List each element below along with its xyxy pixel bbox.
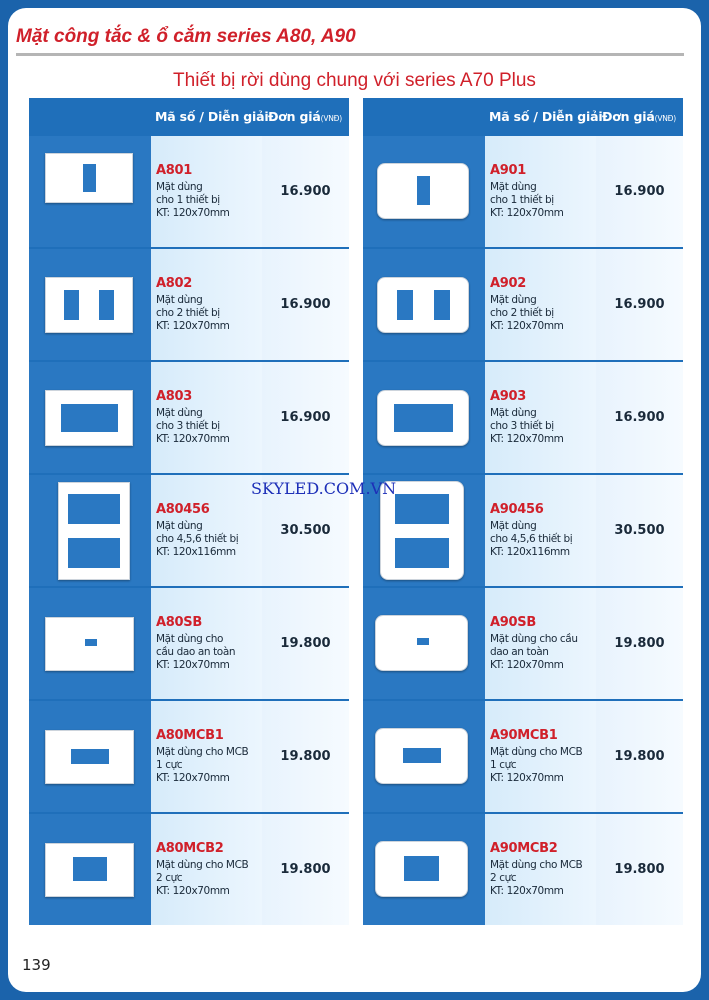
product-desc-line: cho 2 thiết bị: [490, 307, 554, 319]
product-size: KT: 120x70mm: [490, 320, 564, 332]
column-header-code: Mã số / Diễn giải: [155, 109, 269, 124]
product-image-a902: [363, 249, 485, 360]
product-image-a80mcb1: [29, 701, 151, 812]
product-image-a80456: [29, 475, 151, 586]
product-size: KT: 120x70mm: [490, 433, 564, 445]
product-description: [151, 136, 262, 247]
product-size: KT: 120x70mm: [490, 207, 564, 219]
product-price: 16.900: [614, 297, 665, 312]
product-image-a901: [363, 136, 485, 247]
product-desc-line: Mặt dùng: [156, 520, 203, 532]
product-size: KT: 120x70mm: [490, 659, 564, 671]
product-desc-line: Mặt dùng: [490, 520, 537, 532]
product-price: 19.800: [614, 749, 665, 764]
product-price: 16.900: [614, 410, 665, 425]
product-image-a90mcb1: [363, 701, 485, 812]
product-size: KT: 120x70mm: [156, 320, 230, 332]
product-description: [485, 362, 596, 473]
product-price: 19.800: [614, 636, 665, 651]
price-cell: [596, 362, 683, 473]
product-desc-line: cho 1 thiết bị: [490, 194, 554, 206]
product-table-a80: [29, 98, 349, 924]
watermark-text: SKYLED.COM.VN: [251, 479, 397, 498]
product-image-a80mcb2: [29, 814, 151, 925]
product-price: 16.900: [614, 184, 665, 199]
product-code: A802: [156, 276, 192, 291]
product-size: KT: 120x70mm: [156, 433, 230, 445]
product-price: 19.800: [614, 862, 665, 877]
product-desc-line: cho 4,5,6 thiết bị: [490, 533, 573, 545]
product-desc-line: Mặt dùng: [156, 407, 203, 419]
product-image-a903: [363, 362, 485, 473]
price-cell: [596, 136, 683, 247]
table-header: [363, 98, 683, 136]
price-cell: [262, 362, 349, 473]
product-code: A90MCB1: [490, 728, 558, 743]
table-row: [363, 136, 683, 247]
product-price: 16.900: [280, 184, 331, 199]
product-size: KT: 120x70mm: [156, 207, 230, 219]
table-row: [29, 249, 349, 360]
product-code: A803: [156, 389, 192, 404]
product-desc-line: cho 4,5,6 thiết bị: [156, 533, 239, 545]
product-description: [151, 701, 262, 812]
product-code: A903: [490, 389, 526, 404]
page-subtitle: Thiết bị rời dùng chung với series A70 Plus: [173, 70, 536, 91]
product-desc-line: Mặt dùng cho MCB: [490, 859, 583, 871]
product-price: 16.900: [280, 297, 331, 312]
product-size: KT: 120x70mm: [490, 772, 564, 784]
product-desc-line: Mặt dùng cho: [156, 633, 223, 645]
product-image-a801: [29, 136, 151, 247]
product-desc-line: dao an toàn: [490, 646, 549, 658]
product-price: 19.800: [280, 749, 331, 764]
product-description: [485, 249, 596, 360]
product-image-a90sb: [363, 588, 485, 699]
product-code: A80MCB1: [156, 728, 224, 743]
product-code: A80456: [156, 502, 210, 517]
price-cell: [596, 701, 683, 812]
product-description: [151, 814, 262, 925]
product-size: KT: 120x116mm: [490, 546, 570, 558]
product-description: [485, 475, 596, 586]
price-cell: [596, 814, 683, 925]
table-row: [363, 814, 683, 925]
table-row: [363, 701, 683, 812]
product-desc-line: cho 2 thiết bị: [156, 307, 220, 319]
table-row: [29, 701, 349, 812]
price-cell: [596, 588, 683, 699]
table-header: [29, 98, 349, 136]
product-code: A90SB: [490, 615, 536, 630]
product-size: KT: 120x70mm: [156, 659, 230, 671]
price-cell: [262, 588, 349, 699]
product-size: KT: 120x70mm: [156, 772, 230, 784]
product-size: KT: 120x116mm: [156, 546, 236, 558]
table-row: [363, 249, 683, 360]
product-code: A902: [490, 276, 526, 291]
product-code: A90MCB2: [490, 841, 558, 856]
product-description: [485, 588, 596, 699]
product-size: KT: 120x70mm: [156, 885, 230, 897]
column-header-price: Đơn giá(VNĐ): [602, 109, 676, 124]
page-title: Mặt công tắc & ổ cắm series A80, A90: [16, 26, 356, 47]
page-number: 139: [22, 956, 51, 974]
product-desc-line: Mặt dùng: [156, 294, 203, 306]
title-divider: [16, 53, 684, 56]
product-image-a90mcb2: [363, 814, 485, 925]
table-row: [363, 475, 683, 586]
table-row: [29, 588, 349, 699]
product-price: 16.900: [280, 410, 331, 425]
product-price: 30.500: [614, 523, 665, 538]
product-image-a802: [29, 249, 151, 360]
product-desc-line: Mặt dùng cho MCB: [490, 746, 583, 758]
column-header-price: Đơn giá(VNĐ): [268, 109, 342, 124]
product-desc-line: Mặt dùng: [490, 294, 537, 306]
product-description: [485, 701, 596, 812]
product-image-a80sb: [29, 588, 151, 699]
price-cell: [262, 701, 349, 812]
product-desc-line: Mặt dùng: [490, 407, 537, 419]
product-desc-line: Mặt dùng cho MCB: [156, 859, 249, 871]
price-cell: [596, 249, 683, 360]
product-desc-line: 2 cực: [156, 872, 183, 884]
product-description: [485, 814, 596, 925]
price-cell: [262, 136, 349, 247]
product-desc-line: Mặt dùng: [156, 181, 203, 193]
product-code: A80MCB2: [156, 841, 224, 856]
product-size: KT: 120x70mm: [490, 885, 564, 897]
product-price: 30.500: [280, 523, 331, 538]
product-code: A901: [490, 163, 526, 178]
product-price: 19.800: [280, 862, 331, 877]
table-row: [29, 362, 349, 473]
table-row: [363, 362, 683, 473]
product-description: [151, 588, 262, 699]
product-desc-line: Mặt dùng cho MCB: [156, 746, 249, 758]
product-description: [151, 249, 262, 360]
product-desc-line: cho 1 thiết bị: [156, 194, 220, 206]
price-cell: [262, 249, 349, 360]
product-description: [151, 362, 262, 473]
product-code: A801: [156, 163, 192, 178]
product-price: 19.800: [280, 636, 331, 651]
product-desc-line: cho 3 thiết bị: [490, 420, 554, 432]
product-description: [485, 136, 596, 247]
product-desc-line: 1 cực: [156, 759, 183, 771]
product-desc-line: cầu dao an toàn: [156, 646, 236, 658]
table-row: [29, 814, 349, 925]
column-header-code: Mã số / Diễn giải: [489, 109, 603, 124]
product-code: A80SB: [156, 615, 202, 630]
product-description: [151, 475, 262, 586]
table-row: [363, 588, 683, 699]
product-image-a803: [29, 362, 151, 473]
product-desc-line: cho 3 thiết bị: [156, 420, 220, 432]
price-cell: [262, 814, 349, 925]
product-table-a90: [363, 98, 683, 924]
product-desc-line: Mặt dùng cho cầu: [490, 633, 578, 645]
product-desc-line: 1 cực: [490, 759, 517, 771]
price-cell: [596, 475, 683, 586]
product-code: A90456: [490, 502, 544, 517]
table-row: [29, 136, 349, 247]
product-desc-line: Mặt dùng: [490, 181, 537, 193]
product-desc-line: 2 cực: [490, 872, 517, 884]
